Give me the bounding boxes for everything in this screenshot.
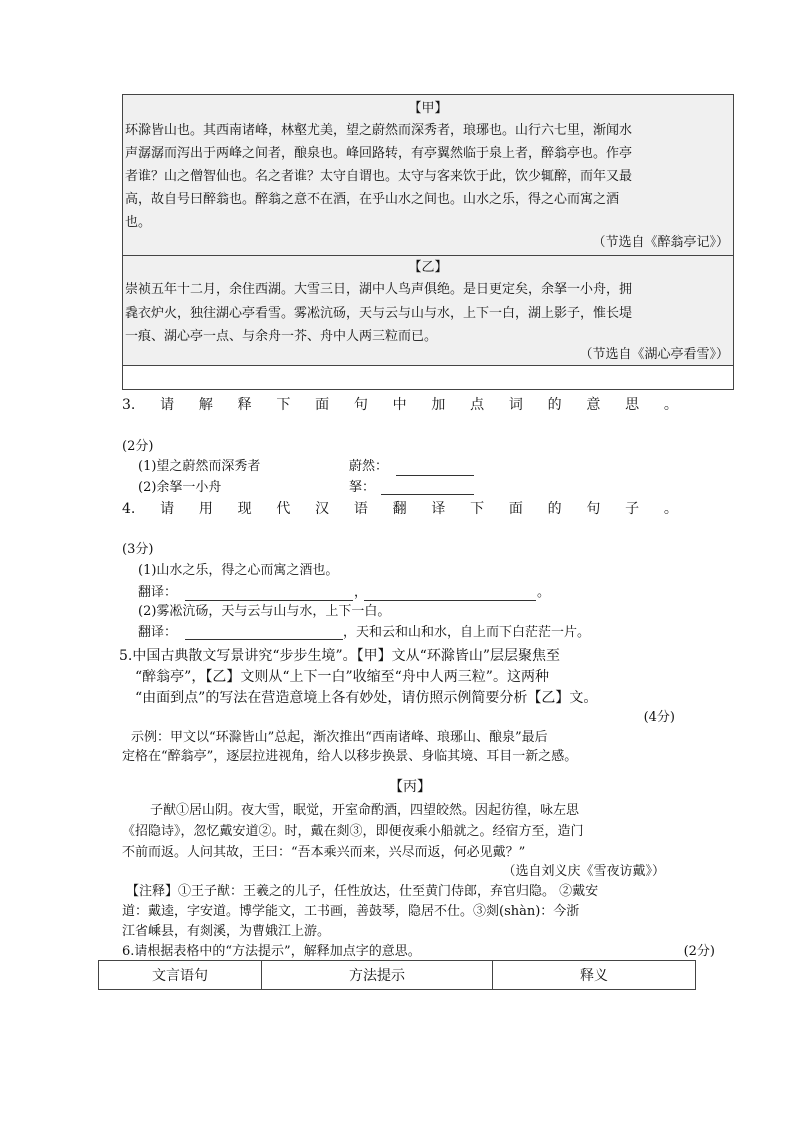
q3-stem-char: 意: [586, 397, 601, 413]
q3-stem-char: 思: [625, 397, 640, 413]
punctuation: 。: [537, 585, 551, 600]
q3-stem-char: 加: [431, 397, 446, 413]
q3-item-word: 蔚然：: [349, 459, 389, 474]
q4-sentence-2: (2)雾凇沆砀，天与云与山与水，上下一白。: [138, 604, 391, 619]
reading-box: [122, 94, 734, 390]
q3-item-sentence: (1)望之蔚然而深秀者: [138, 459, 261, 474]
q3-stem-char: 请: [160, 397, 175, 413]
q3-stem-char: 词: [508, 397, 523, 413]
translation-tail: ，天和云和山和水，自上而下白茫茫一片。: [343, 625, 591, 640]
q4-stem-char: 代: [276, 501, 291, 517]
q4-stem-char: 用: [198, 501, 213, 517]
table-header-row: [99, 961, 696, 990]
note-line: 道：戴逵，字安道。博学能文，工书画，善鼓琴，隐居不仕。③剡(shàn)：今浙: [122, 904, 580, 919]
passage-yi-line: 崇祯五年十二月，余住西湖。大雪三日，湖中人鸟声俱绝。是日更定矣，余拏一小舟，拥: [125, 282, 633, 297]
q4-stem-char: 现: [237, 501, 252, 517]
passage-jia-line: 者谁？山之僧智仙也。名之者谁？太守自谓也。太守与客来饮于此，饮少辄醉，而年又最: [125, 169, 633, 184]
q5-score: (4分): [643, 710, 675, 725]
q4-sentence-1: (1)山水之乐，得之心而寓之酒也。: [138, 563, 339, 578]
q3-stem-char: 面: [315, 397, 330, 413]
q4-stem-char: 下: [470, 501, 485, 517]
answer-blank[interactable]: [185, 584, 353, 601]
q3-stem-char: 点: [470, 397, 485, 413]
q6-stem: 6.请根据表格中的“方法提示”，解释加点字的意思。: [122, 944, 421, 959]
q3-stem-char: 。: [663, 397, 678, 413]
q3-stem: [122, 396, 678, 414]
passage-bing-source: （选自刘义庆《雪夜访戴》）: [502, 864, 665, 879]
q5-example-line: 示例：甲文以“环滁皆山”总起，渐次推出“西南诸峰、琅琊山、酿泉”最后: [131, 730, 548, 745]
q5-stem-line: 5.中国古典散文写景讲究“步步生境”。【甲】文从“环滁皆山”层层聚焦至: [119, 648, 560, 664]
q6-score: (2分): [683, 944, 715, 959]
q4-stem-char: 子: [625, 501, 640, 517]
passage-bing-title: 【丙】: [389, 779, 431, 795]
q4-stem-char: 4.: [122, 501, 136, 517]
q4-stem-char: 汉: [315, 501, 330, 517]
table-header-cell: 文言语句: [99, 961, 262, 990]
table-header-cell: 释义: [493, 961, 696, 990]
q4-stem-char: 译: [431, 501, 446, 517]
q3-stem-char: 下: [276, 397, 291, 413]
q4-stem-char: 的: [547, 501, 562, 517]
passage-jia-title: 【甲】: [408, 101, 448, 116]
q3-stem-char: 句: [353, 397, 368, 413]
answer-blank[interactable]: [381, 477, 474, 495]
q5-example-line: 定格在“醉翁亭”，逐层拉进视角，给人以移步换景、身临其境、耳目一新之感。: [122, 749, 578, 764]
passage-yi-line: 一痕、湖心亭一点、与余舟一芥、舟中人两三粒而已。: [125, 329, 438, 344]
answer-blank[interactable]: [364, 584, 536, 601]
translation-label: 翻译：: [138, 585, 178, 600]
q4-score: (3分): [122, 542, 154, 557]
passage-bing-line: 《招隐诗》，忽忆戴安道②。时，戴在剡③，即便夜乘小船就之。经宿方至，造门: [122, 824, 584, 839]
passage-jia-line: 环滁皆山也。其西南诸峰，林壑尤美，望之蔚然而深秀者，琅琊也。山行六七里，渐闻水: [125, 123, 633, 138]
translation-label: 翻译：: [138, 625, 178, 640]
passage-yi: [123, 256, 733, 366]
table-header-cell: 方法提示: [262, 961, 493, 990]
answer-blank[interactable]: [396, 458, 474, 476]
q5-stem-line: “由面到点”的写法在营造意境上各有妙处，请仿照示例简要分析【乙】文。: [135, 690, 598, 706]
passage-jia-line: 高，故自号曰醉翁也。醉翁之意不在酒，在乎山水之间也。山水之乐，得之心而寓之酒: [125, 192, 620, 207]
passage-bing-line: 不前而返。人问其故，王曰：“吾本乘兴而来，兴尽而返，何必见戴？”: [122, 845, 526, 860]
note-line: 江省嵊县，有剡溪，为曹娥江上游。: [122, 924, 331, 939]
passage-jia: [123, 95, 733, 256]
note-line: 【注释】①王子猷：王羲之的儿子，任性放达，仕至黄门侍郎，弃官归隐。 ②戴安: [126, 884, 599, 899]
passage-yi-title: 【乙】: [408, 260, 448, 275]
q3-stem-char: 3.: [122, 397, 136, 413]
q4-stem-char: 语: [353, 501, 368, 517]
q4-stem-char: 句: [586, 501, 601, 517]
passage-jia-line: 也。: [125, 215, 152, 230]
q3-stem-char: 解: [198, 397, 213, 413]
q5-stem-line: “醉翁亭”，【乙】文则从“上下一白”收缩至“舟中人两三粒”。这两种: [135, 669, 549, 685]
q3-item-word: 拏：: [349, 480, 376, 495]
answer-blank[interactable]: [185, 623, 343, 640]
punctuation: ，: [354, 585, 368, 600]
q3-stem-char: 释: [237, 397, 252, 413]
q3-score: (2分): [122, 439, 154, 454]
passage-yi-line: 毳衣炉火，独往湖心亭看雪。雾凇沆砀，天与云与山与水，上下一白，湖上影子，惟长堤: [125, 306, 633, 321]
q4-stem-char: 请: [160, 501, 175, 517]
q3-stem-char: 的: [547, 397, 562, 413]
passage-yi-source: （节选自《湖心亭看雪》）: [579, 347, 729, 362]
q4-stem: [122, 500, 678, 518]
q4-stem-char: 面: [508, 501, 523, 517]
q3-item-sentence: (2)余拏一小舟: [138, 480, 222, 495]
passage-jia-line: 声潺潺而泻出于两峰之间者，酿泉也。峰回路转，有亭翼然临于泉上者，醉翁亭也。作亭: [125, 146, 633, 161]
passage-bing-line: 子猷①居山阴。夜大雪，眠觉，开室命酌酒，四望皎然。因起彷徨，咏左思: [150, 803, 580, 818]
q6-table: [98, 960, 696, 990]
passage-jia-source: （节选自《醉翁亭记》）: [592, 235, 729, 250]
q4-stem-char: 翻: [392, 501, 407, 517]
q4-stem-char: 。: [663, 501, 678, 517]
q3-stem-char: 中: [392, 397, 407, 413]
